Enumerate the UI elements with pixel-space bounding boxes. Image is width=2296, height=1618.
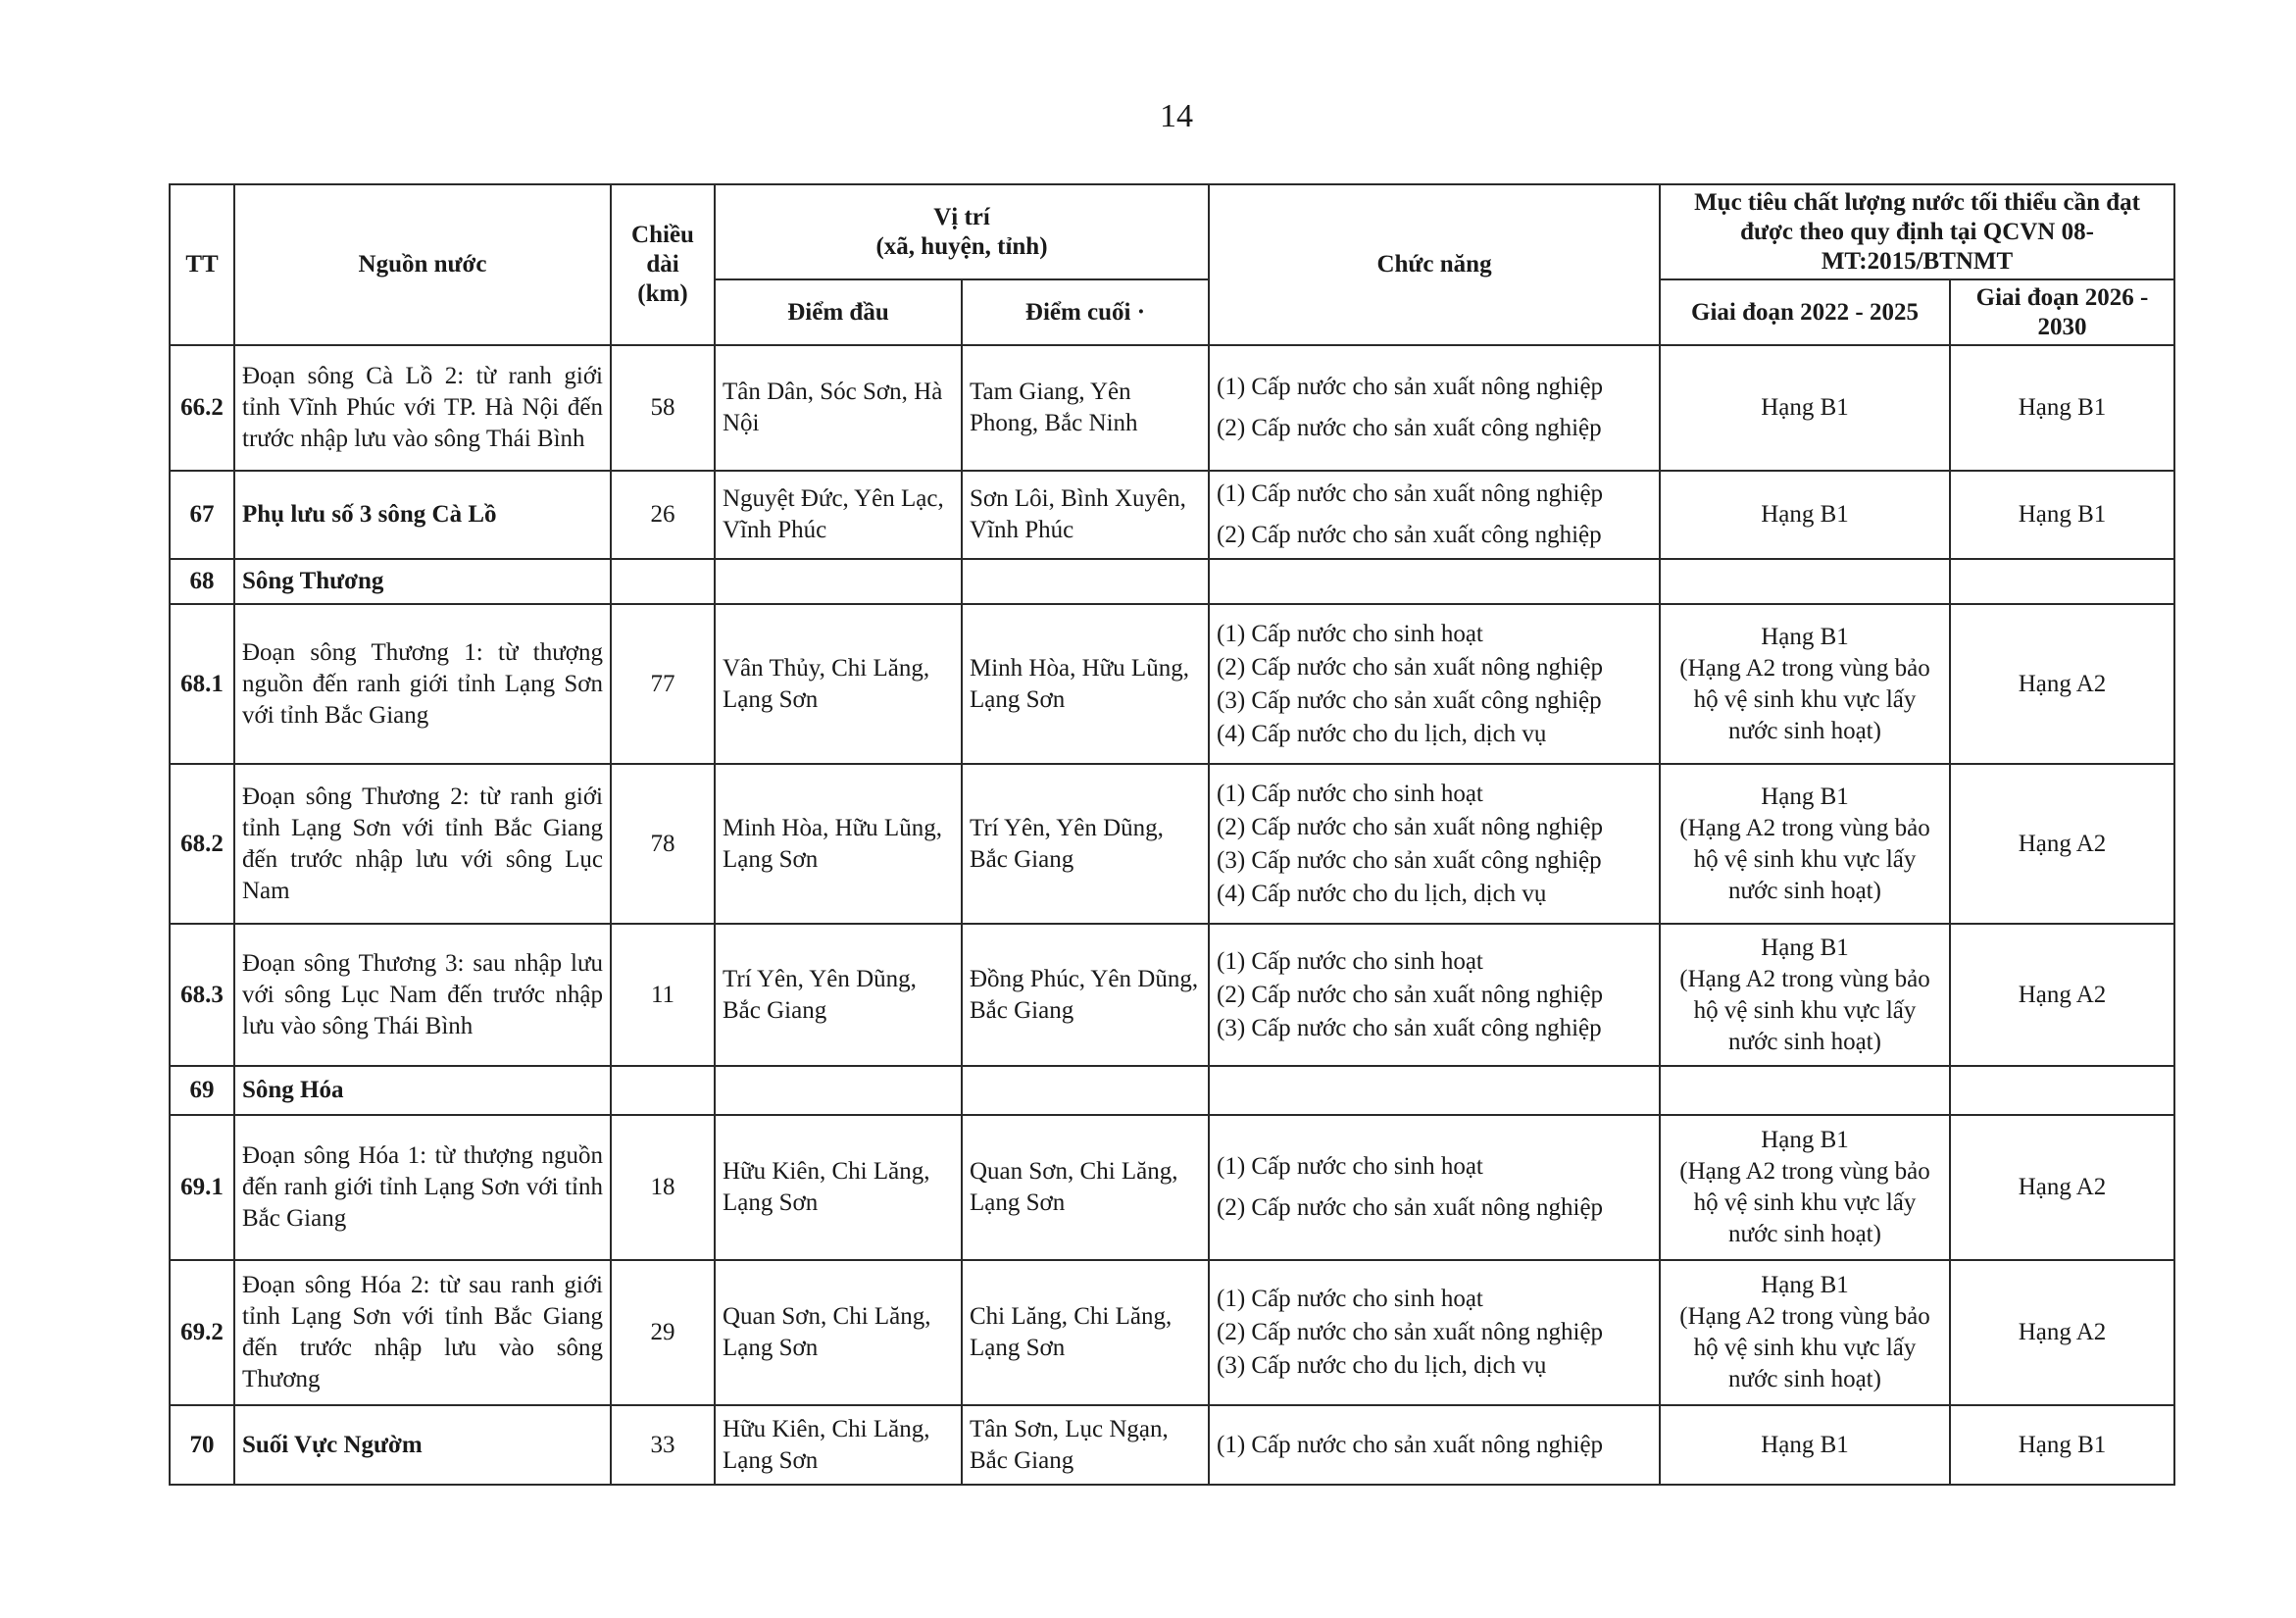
cell-empty [1950,1066,2174,1115]
cell-end: Sơn Lôi, Bình Xuyên, Vĩnh Phúc [962,471,1209,559]
grade-label: Hạng B1 [1761,1272,1849,1298]
cell-end: Đồng Phúc, Yên Dũng, Bắc Giang [962,924,1209,1066]
cell-empty [1209,1066,1660,1115]
cell-length: 11 [611,924,715,1066]
cell-source-name: Đoạn sông Cà Lồ 2: từ ranh giới tỉnh Vĩnh Phúc với TP. Hà Nội đến trước nhập lưu vào sông Thái Bình [234,345,611,471]
cell-tt: 70 [170,1405,234,1485]
cell-empty [611,1066,715,1115]
cell-tt: 66.2 [170,345,234,471]
page-number: 14 [1160,98,1193,134]
grade-label: Hạng B1 [1761,501,1849,528]
cell-empty [611,559,715,604]
function-item: (2) Cấp nước cho sản xuất nông nghiệp [1217,653,1604,681]
header-function: Chức năng [1209,184,1660,345]
cell-length: 26 [611,471,715,559]
function-item: (4) Cấp nước cho du lịch, dịch vụ [1217,720,1547,747]
cell-start: Quan Sơn, Chi Lăng, Lạng Sơn [715,1260,962,1405]
cell-functions [1209,1405,1660,1485]
table-row [170,1260,2174,1405]
function-item: (2) Cấp nước cho sản xuất nông nghiệp [1217,981,1604,1008]
cell-source-name: Đoạn sông Thương 3: sau nhập lưu với sông Lục Nam đến trước nhập lưu vào sông Thái Bình [234,924,611,1066]
cell-start: Minh Hòa, Hữu Lũng, Lạng Sơn [715,764,962,924]
function-item: (2) Cấp nước cho sản xuất công nghiệp [1217,522,1602,548]
cell-functions [1209,471,1660,559]
cell-grade-2026-2030: Hạng A2 [1950,1115,2174,1260]
cell-end: Chi Lăng, Chi Lăng, Lạng Sơn [962,1260,1209,1405]
cell-length: 78 [611,764,715,924]
header-tt: TT [170,184,234,345]
header-source: Nguồn nước [234,184,611,345]
header-period-1: Giai đoạn 2022 - 2025 [1660,279,1950,345]
cell-end: Tân Sơn, Lục Ngạn, Bắc Giang [962,1405,1209,1485]
cell-length: 18 [611,1115,715,1260]
cell-grade-2022-2025 [1660,1115,1950,1260]
cell-grade-2026-2030: Hạng A2 [1950,764,2174,924]
function-item: (2) Cấp nước cho sản xuất nông nghiệp [1217,813,1604,840]
header-location-title: Vị trí [933,203,990,230]
cell-length: 77 [611,604,715,764]
cell-tt: 68 [170,559,234,604]
table-row [170,1405,2174,1485]
header-length: Chiều dài (km) [611,184,715,345]
cell-functions [1209,604,1660,764]
cell-grade-2022-2025 [1660,1405,1950,1485]
cell-tt: 69.1 [170,1115,234,1260]
table-row [170,345,2174,471]
cell-empty [1660,1066,1950,1115]
cell-empty [1660,559,1950,604]
function-item: (3) Cấp nước cho du lịch, dịch vụ [1217,1352,1547,1379]
function-item: (1) Cấp nước cho sinh hoạt [1217,1153,1483,1180]
grade-label: Hạng B1 [1761,934,1849,961]
grade-label: Hạng B1 [1761,1127,1849,1153]
cell-grade-2026-2030: Hạng B1 [1950,1405,2174,1485]
function-item: (3) Cấp nước cho sản xuất công nghiệp [1217,686,1602,714]
grade-note: (Hạng A2 trong vùng bảo hộ vệ sinh khu vực lấy nước sinh hoạt) [1679,814,1930,904]
cell-grade-2026-2030: Hạng B1 [1950,345,2174,471]
cell-grade-2022-2025 [1660,764,1950,924]
cell-start: Hữu Kiên, Chi Lăng, Lạng Sơn [715,1115,962,1260]
function-item: (1) Cấp nước cho sinh hoạt [1217,620,1483,647]
function-item: (3) Cấp nước cho sản xuất công nghiệp [1217,1014,1602,1041]
cell-grade-2026-2030: Hạng B1 [1950,471,2174,559]
function-item: (1) Cấp nước cho sinh hoạt [1217,1286,1483,1312]
header-location [715,184,1209,279]
cell-functions [1209,924,1660,1066]
header-location-sub: (xã, huyện, tỉnh) [875,232,1048,260]
grade-note: (Hạng A2 trong vùng bảo hộ vệ sinh khu vực lấy nước sinh hoạt) [1679,1303,1930,1392]
cell-functions [1209,764,1660,924]
function-item: (1) Cấp nước cho sản xuất nông nghiệp [1217,480,1604,507]
cell-functions [1209,1115,1660,1260]
cell-source-name: Phụ lưu số 3 sông Cà Lồ [234,471,611,559]
header-start: Điểm đầu [715,279,962,345]
grade-note: (Hạng A2 trong vùng bảo hộ vệ sinh khu vực lấy nước sinh hoạt) [1679,965,1930,1055]
cell-start: Hữu Kiên, Chi Lăng, Lạng Sơn [715,1405,962,1485]
grade-label: Hạng B1 [1761,783,1849,810]
cell-tt: 67 [170,471,234,559]
function-item: (4) Cấp nước cho du lịch, dịch vụ [1217,880,1547,907]
table-row [170,924,2174,1066]
cell-grade-2022-2025 [1660,345,1950,471]
cell-source-name: Đoạn sông Hóa 1: từ thượng nguồn đến ranh giới tỉnh Lạng Sơn với tỉnh Bắc Giang [234,1115,611,1260]
grade-label: Hạng B1 [1761,623,1849,650]
cell-end: Tam Giang, Yên Phong, Bắc Ninh [962,345,1209,471]
grade-label: Hạng B1 [1761,1431,1849,1458]
header-end: Điểm cuối · [962,279,1209,345]
cell-grade-2026-2030: Hạng A2 [1950,604,2174,764]
cell-start: Trí Yên, Yên Dũng, Bắc Giang [715,924,962,1066]
header-target: Mục tiêu chất lượng nước tối thiểu cần đạt được theo quy định tại QCVN 08-MT:2015/BTNMT [1660,184,2174,279]
cell-tt: 69.2 [170,1260,234,1405]
grade-note: (Hạng A2 trong vùng bảo hộ vệ sinh khu vực lấy nước sinh hoạt) [1679,1158,1930,1247]
cell-start: Tân Dân, Sóc Sơn, Hà Nội [715,345,962,471]
cell-functions [1209,1260,1660,1405]
cell-tt: 69 [170,1066,234,1115]
cell-length: 58 [611,345,715,471]
function-item: (2) Cấp nước cho sản xuất công nghiệp [1217,415,1602,441]
cell-empty [715,559,962,604]
section-row [170,559,2174,604]
cell-empty [1950,559,2174,604]
cell-start: Nguyệt Đức, Yên Lạc, Vĩnh Phúc [715,471,962,559]
function-item: (3) Cấp nước cho sản xuất công nghiệp [1217,846,1602,874]
cell-functions [1209,345,1660,471]
table-row [170,604,2174,764]
cell-grade-2022-2025 [1660,604,1950,764]
cell-empty [715,1066,962,1115]
cell-end: Quan Sơn, Chi Lăng, Lạng Sơn [962,1115,1209,1260]
cell-source-name: Đoạn sông Thương 2: từ ranh giới tỉnh Lạng Sơn với tỉnh Bắc Giang đến trước nhập lưu với sông Lục Nam [234,764,611,924]
grade-note: (Hạng A2 trong vùng bảo hộ vệ sinh khu vực lấy nước sinh hoạt) [1679,654,1930,744]
function-item: (1) Cấp nước cho sản xuất nông nghiệp [1217,1431,1604,1458]
cell-source-name: Đoạn sông Thương 1: từ thượng nguồn đến ranh giới tỉnh Lạng Sơn với tỉnh Bắc Giang [234,604,611,764]
cell-length: 33 [611,1405,715,1485]
cell-section-name: Sông Thương [234,559,611,604]
table-row [170,471,2174,559]
cell-grade-2022-2025 [1660,1260,1950,1405]
cell-end: Trí Yên, Yên Dũng, Bắc Giang [962,764,1209,924]
header-period-2: Giai đoạn 2026 - 2030 [1950,279,2174,345]
cell-tt: 68.3 [170,924,234,1066]
cell-tt: 68.1 [170,604,234,764]
function-item: (2) Cấp nước cho sản xuất nông nghiệp [1217,1319,1604,1345]
cell-grade-2022-2025 [1660,471,1950,559]
function-item: (2) Cấp nước cho sản xuất nông nghiệp [1217,1194,1604,1221]
cell-tt: 68.2 [170,764,234,924]
cell-empty [962,559,1209,604]
cell-length: 29 [611,1260,715,1405]
function-item: (1) Cấp nước cho sinh hoạt [1217,947,1483,975]
table-body [170,345,2174,1485]
function-item: (1) Cấp nước cho sinh hoạt [1217,780,1483,807]
section-row [170,1066,2174,1115]
cell-source-name: Suối Vực Ngườm [234,1405,611,1485]
water-quality-table [169,183,2175,1486]
table-row [170,764,2174,924]
cell-empty [962,1066,1209,1115]
cell-grade-2026-2030: Hạng A2 [1950,1260,2174,1405]
function-item: (1) Cấp nước cho sản xuất nông nghiệp [1217,374,1604,400]
cell-grade-2026-2030: Hạng A2 [1950,924,2174,1066]
cell-empty [1209,559,1660,604]
cell-start: Vân Thủy, Chi Lăng, Lạng Sơn [715,604,962,764]
table-row [170,1115,2174,1260]
cell-section-name: Sông Hóa [234,1066,611,1115]
cell-end: Minh Hòa, Hữu Lũng, Lạng Sơn [962,604,1209,764]
cell-grade-2022-2025 [1660,924,1950,1066]
cell-source-name: Đoạn sông Hóa 2: từ sau ranh giới tỉnh Lạng Sơn với tỉnh Bắc Giang đến trước nhập lưu vào sông Thương [234,1260,611,1405]
grade-label: Hạng B1 [1761,394,1849,421]
